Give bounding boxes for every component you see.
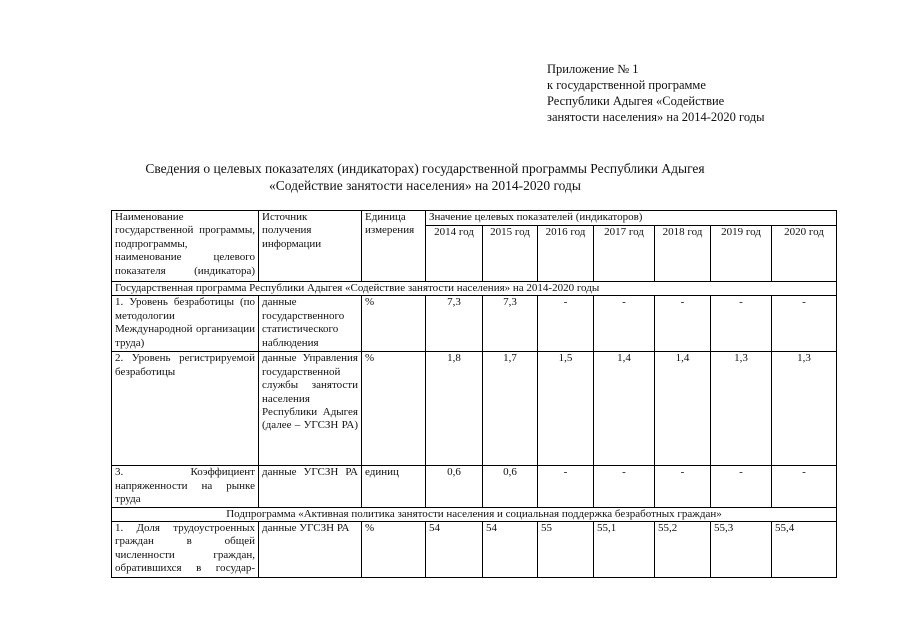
indicator-value: 54 <box>483 522 538 578</box>
indicator-unit: единиц <box>362 466 426 507</box>
indicator-unit: % <box>362 522 426 578</box>
indicator-value: 7,3 <box>483 296 538 352</box>
indicator-value: - <box>594 466 655 507</box>
indicator-value: 0,6 <box>426 466 483 507</box>
indicator-source: данные УГСЗН РА <box>259 466 362 507</box>
indicator-source: данные УГСЗН РА <box>259 522 362 578</box>
indicator-unit: % <box>362 296 426 352</box>
title-line: Сведения о целевых показателях (индикаторах) государственной программы Республики Адыгея <box>145 161 705 176</box>
indicator-value: 1,4 <box>594 352 655 466</box>
table-row <box>112 352 837 466</box>
section-title: Подпрограмма «Активная политика занятости населения и социальная поддержка безработных граждан» <box>112 507 837 521</box>
header-values-group: Значение целевых показателей (индикаторов) <box>426 211 837 226</box>
indicator-name: 2. Уровень регистрируемой безработицы <box>112 352 259 466</box>
indicator-value: 1,5 <box>538 352 594 466</box>
indicator-value: 55,4 <box>772 522 837 578</box>
indicator-value: 1,3 <box>711 352 772 466</box>
indicator-value: - <box>655 466 711 507</box>
appendix-line: Приложение № 1 <box>547 62 639 76</box>
indicator-value: 1,3 <box>772 352 837 466</box>
header-year: 2014 год <box>426 226 483 282</box>
indicator-value: - <box>772 296 837 352</box>
indicator-value: - <box>711 296 772 352</box>
indicator-source: данные Управления государственной службы занятости населения Республики Адыгея (далее – УГСЗН РА) <box>259 352 362 466</box>
indicator-name: 3. Коэффициент напряженности на рынке труда <box>112 466 259 507</box>
header-year: 2017 год <box>594 226 655 282</box>
indicator-value: 7,3 <box>426 296 483 352</box>
indicator-value: - <box>772 466 837 507</box>
header-row <box>112 211 837 226</box>
indicator-name: 1. Доля трудоустроенных граждан в общей численности граждан, обратившихся в государ- <box>112 522 259 578</box>
header-name: Наименование государственной программы, подпрограммы, наименование целевого показателя (индикатора) <box>112 211 259 282</box>
title-line: «Содействие занятости населения» на 2014-2020 годы <box>269 178 581 193</box>
indicator-value: - <box>711 466 772 507</box>
section-row <box>112 507 837 521</box>
indicator-value: 55,3 <box>711 522 772 578</box>
section-row <box>112 282 837 296</box>
appendix-block <box>547 61 765 125</box>
indicator-name: 1. Уровень безработицы (по методологии Международной организации труда) <box>112 296 259 352</box>
indicator-value: 55,1 <box>594 522 655 578</box>
indicator-source: данные государственного статистического наблюдения <box>259 296 362 352</box>
table-row <box>112 296 837 352</box>
header-year: 2018 год <box>655 226 711 282</box>
table-row <box>112 466 837 507</box>
header-unit: Единица измерения <box>362 211 426 282</box>
header-year: 2015 год <box>483 226 538 282</box>
header-source: Источник получения информации <box>259 211 362 282</box>
indicator-value: 0,6 <box>483 466 538 507</box>
indicator-value: - <box>538 466 594 507</box>
indicator-value: 55,2 <box>655 522 711 578</box>
appendix-line: занятости населения» на 2014-2020 годы <box>547 110 765 124</box>
table-row <box>112 522 837 578</box>
header-year: 2016 год <box>538 226 594 282</box>
appendix-line: Республики Адыгея «Содействие <box>547 94 725 108</box>
indicator-value: 1,4 <box>655 352 711 466</box>
indicator-value: 1,8 <box>426 352 483 466</box>
indicator-value: 1,7 <box>483 352 538 466</box>
indicator-value: 55 <box>538 522 594 578</box>
indicator-unit: % <box>362 352 426 466</box>
header-year: 2019 год <box>711 226 772 282</box>
header-year: 2020 год <box>772 226 837 282</box>
indicator-value: 54 <box>426 522 483 578</box>
document-title <box>100 160 750 194</box>
indicator-value: - <box>538 296 594 352</box>
indicator-value: - <box>655 296 711 352</box>
indicators-table <box>111 210 837 578</box>
section-title: Государственная программа Республики Адыгея «Содействие занятости населения» на 2014-2020 годы <box>112 282 837 296</box>
indicator-value: - <box>594 296 655 352</box>
appendix-line: к государственной программе <box>547 78 706 92</box>
